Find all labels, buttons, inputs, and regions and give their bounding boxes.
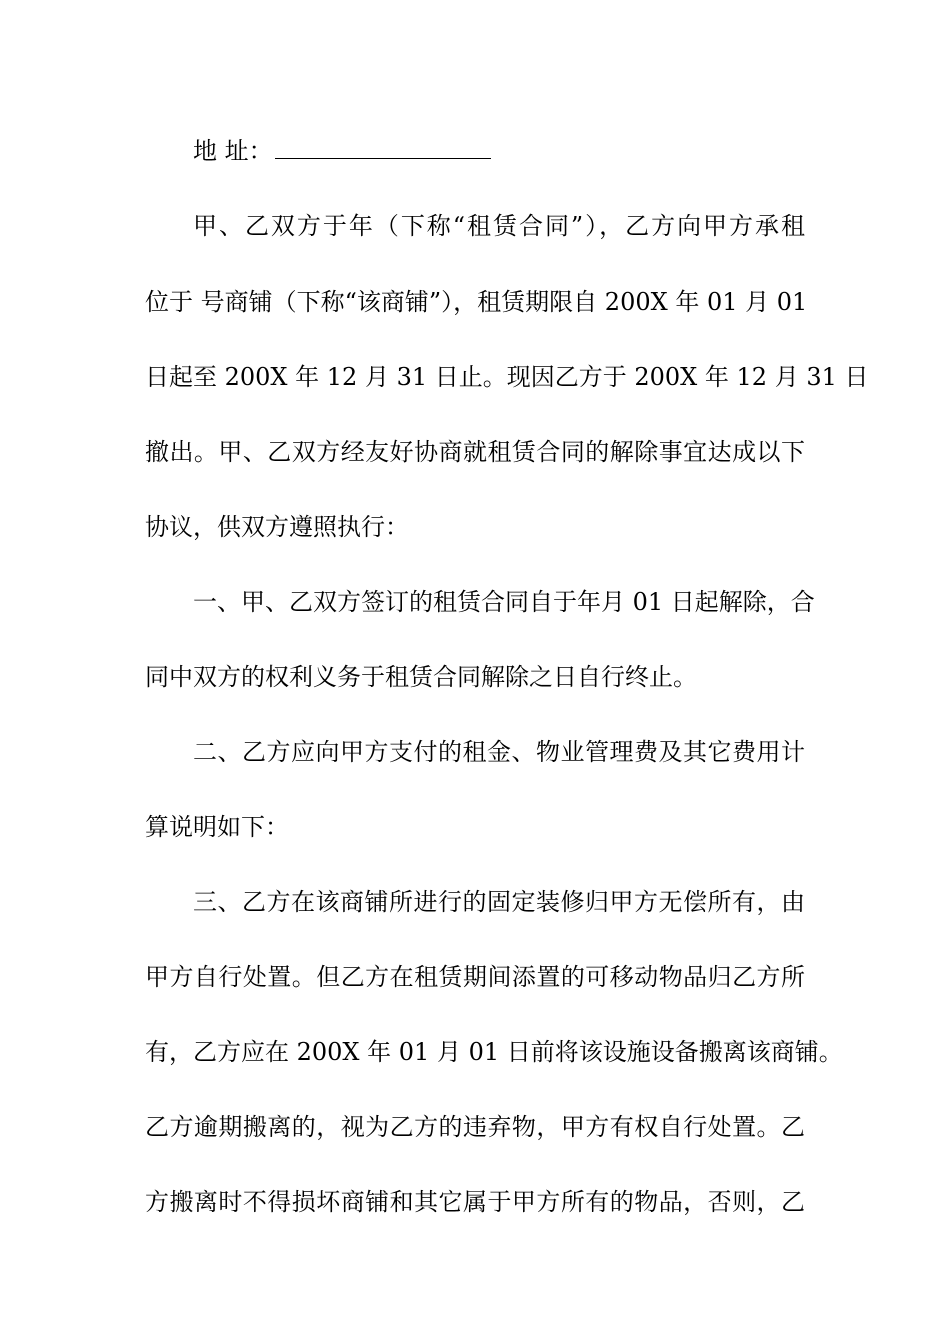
clause-three-line: 甲方自行处置。但乙方在租赁期间添置的可移动物品归乙方所: [145, 963, 805, 991]
clause-three-line: 有，乙方应在 200X 年 01 月 01 日前将该设施设备搬离该商铺。: [145, 1038, 843, 1066]
paragraph-line: 甲、乙双方于年（下称“租赁合同”），乙方向甲方承租: [193, 212, 805, 240]
clause-two-line: 二、乙方应向甲方支付的租金、物业管理费及其它费用计: [193, 738, 805, 766]
address-label: 地 址：: [193, 137, 273, 165]
paragraph-line: 协议，供双方遵照执行：: [145, 513, 409, 541]
paragraph-line: 撤出。甲、乙双方经友好协商就租赁合同的解除事宜达成以下: [145, 438, 805, 466]
clause-one-line: 一、甲、乙双方签订的租赁合同自于年月 01 日起解除，合: [193, 588, 815, 616]
paragraph-line: 日起至 200X 年 12 月 31 日止。现因乙方于 200X 年 12 月 31 日: [145, 363, 869, 391]
clause-three-line: 三、乙方在该商铺所进行的固定装修归甲方无偿所有，由: [193, 888, 805, 916]
paragraph-line: 位于 号商铺（下称“该商铺”），租赁期限自 200X 年 01 月 01: [145, 288, 808, 316]
clause-one-line: 同中双方的权利义务于租赁合同解除之日自行终止。: [145, 663, 697, 691]
clause-three-line: 乙方逾期搬离的，视为乙方的违弃物，甲方有权自行处置。乙: [145, 1113, 805, 1141]
clause-two-line: 算说明如下：: [145, 813, 289, 841]
clause-three-line: 方搬离时不得损坏商铺和其它属于甲方所有的物品，否则，乙: [145, 1188, 805, 1216]
address-line: [193, 135, 805, 167]
address-blank: [275, 136, 491, 159]
